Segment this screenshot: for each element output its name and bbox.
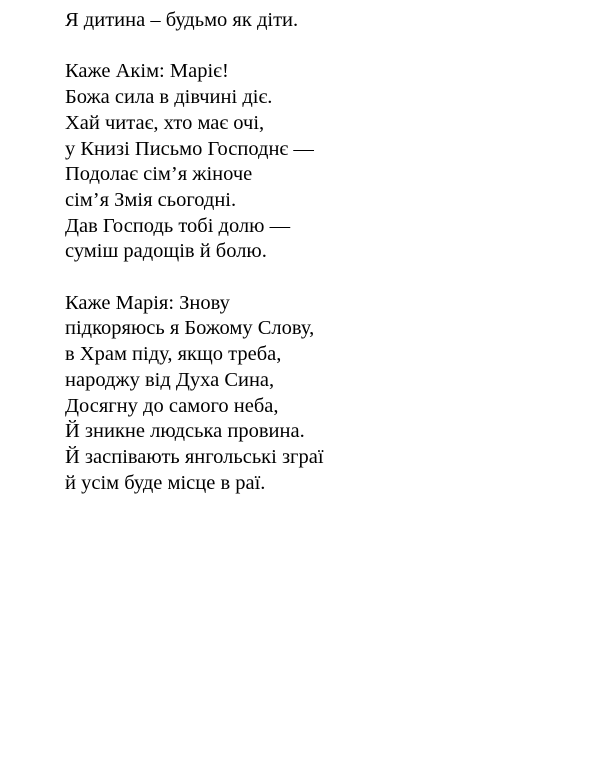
poem-line: підкоряюсь я Божому Слову,: [65, 317, 315, 340]
poem-line: Подолає сім’я жіноче: [65, 163, 253, 186]
poem-line: Досягну до самого неба,: [65, 394, 279, 417]
poem-line: Й заспівають янгольські зграї: [65, 445, 324, 468]
stanza-break: [65, 265, 565, 291]
poem-line: Каже Акім: Маріє!: [65, 60, 229, 83]
poem-text: [65, 8, 565, 496]
poem-line: Божа сила в дівчині діє.: [65, 86, 273, 109]
poem-line: сім’я Змія сьогодні.: [65, 188, 237, 211]
poem-line: Хай читає, хто має очі,: [65, 111, 265, 134]
poem-line: Дав Господь тобі долю —: [65, 214, 291, 237]
poem-line: у Книзі Письмо Господнє —: [65, 137, 314, 160]
poem-line: Й зникне людська провина.: [65, 420, 305, 443]
poem-line: суміш радощів й болю.: [65, 240, 267, 263]
poem-line: народжу від Духа Сина,: [65, 368, 275, 391]
poem-line: й усім буде місце в раї.: [65, 471, 266, 494]
stanza-break: [65, 34, 565, 60]
poem-line: Каже Марія: Знову: [65, 291, 230, 314]
poem-line: Я дитина – будьмо як діти.: [65, 9, 299, 31]
poem-line: в Храм піду, якщо треба,: [65, 343, 282, 366]
